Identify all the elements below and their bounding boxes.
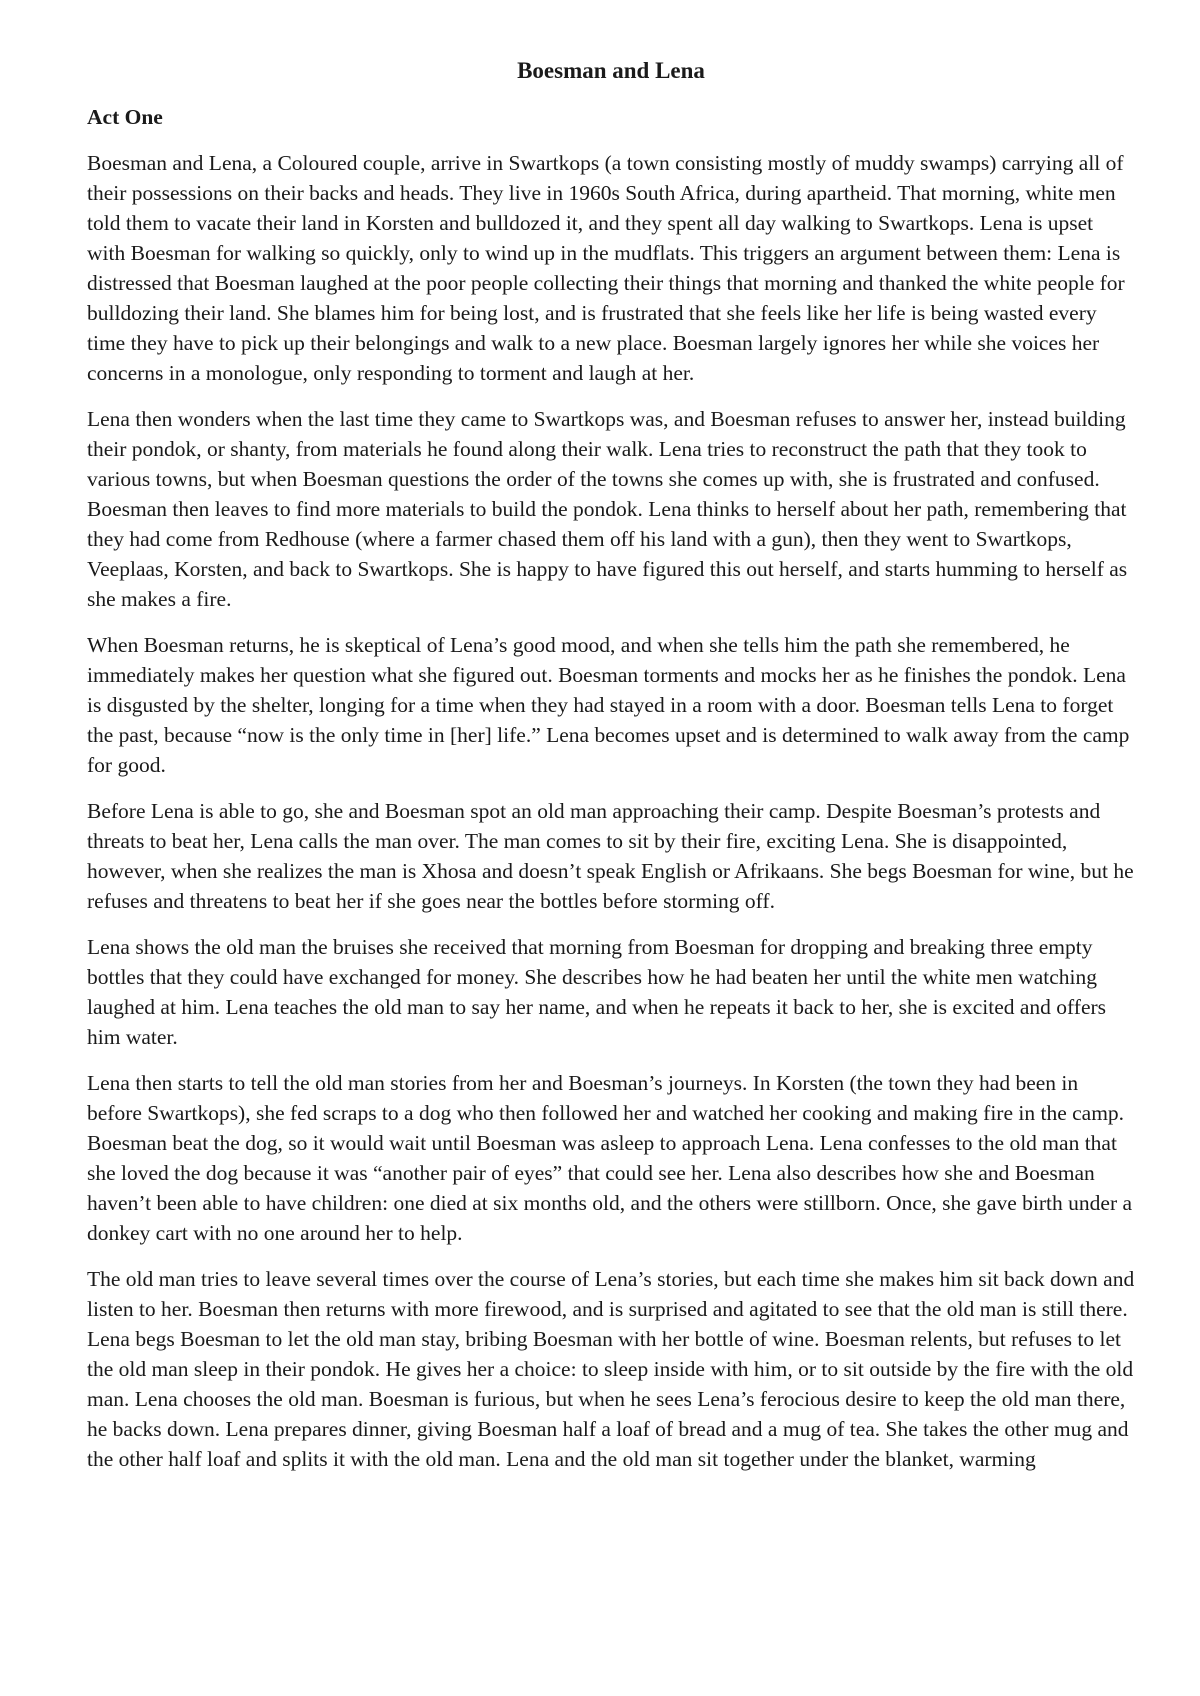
- section-heading: Act One: [87, 105, 163, 129]
- document-page: [87, 56, 1135, 1490]
- paragraph-3: When Boesman returns, he is skeptical of Lena’s good mood, and when she tells him the path she remembered, he immediately makes her question what she figured out. Boesman torments and mocks her as he finishes the pondok. Lena is disgusted by the shelter, longing for a time when they had stayed in a room with a door. Boesman tells Lena to forget the past, because “now is the only time in [her] life.” Lena becomes upset and is determined to walk away from the camp for good.: [87, 633, 1130, 777]
- paragraph-4: Before Lena is able to go, she and Boesman spot an old man approaching their camp. Despite Boesman’s protests and threats to beat her, Lena calls the man over. The man comes to sit by their fire, exciting Lena. She is disappointed, however, when she realizes the man is Xhosa and doesn’t speak English or Afrikaans. She begs Boesman for wine, but he refuses and threatens to beat her if she goes near the bottles before storming off.: [87, 799, 1134, 913]
- paragraph-2: Lena then wonders when the last time they came to Swartkops was, and Boesman refuses to answer her, instead building their pondok, or shanty, from materials he found along their walk. Lena tries to reconstruct the path that they took to various towns, but when Boesman questions the order of the towns she comes up with, she is frustrated and confused. Boesman then leaves to find more materials to build the pondok. Lena thinks to herself about her path, remembering that they had come from Redhouse (where a farmer chased them off his land with a gun), then they went to Swartkops, Veeplaas, Korsten, and back to Swartkops. She is happy to have figured this out herself, and starts humming to herself as she makes a fire.: [87, 407, 1128, 611]
- paragraph-7: The old man tries to leave several times over the course of Lena’s stories, but each time she makes him sit back down and listen to her. Boesman then returns with more firewood, and is surprised and agitated to see that the old man is still there. Lena begs Boesman to let the old man stay, bribing Boesman with her bottle of wine. Boesman relents, but refuses to let the old man sleep in their pondok. He gives her a choice: to sleep inside with him, or to sit outside by the fire with the old man. Lena chooses the old man. Boesman is furious, but when he sees Lena’s ferocious desire to keep the old man there, he backs down. Lena prepares dinner, giving Boesman half a loaf of bread and a mug of tea. She takes the other mug and the other half loaf and splits it with the old man. Lena and the old man sit together under the blanket, warming: [87, 1267, 1135, 1471]
- paragraph-6: Lena then starts to tell the old man stories from her and Boesman’s journeys. In Korsten (the town they had been in before Swartkops), she fed scraps to a dog who then followed her and watched her cooking and making fire in the camp. Boesman beat the dog, so it would wait until Boesman was asleep to approach Lena. Lena confesses to the old man that she loved the dog because it was “another pair of eyes” that could see her. Lena also describes how she and Boesman haven’t been able to have children: one died at six months old, and the others were stillborn. Once, she gave birth under a donkey cart with no one around her to help.: [87, 1071, 1133, 1245]
- document-title: Boesman and Lena: [517, 58, 705, 83]
- paragraph-1: Boesman and Lena, a Coloured couple, arrive in Swartkops (a town consisting mostly of muddy swamps) carrying all of their possessions on their backs and heads. They live in 1960s South Africa, during apartheid. That morning, white men told them to vacate their land in Korsten and bulldozed it, and they spent all day walking to Swartkops. Lena is upset with Boesman for walking so quickly, only to wind up in the mudflats. This triggers an argument between them: Lena is distressed that Boesman laughed at the poor people collecting their things that morning and thanked the white people for bulldozing their land. She blames him for being lost, and is frustrated that she feels like her life is being wasted every time they have to pick up their belongings and walk to a new place. Boesman largely ignores her while she voices her concerns in a monologue, only responding to torment and laugh at her.: [87, 151, 1125, 385]
- paragraph-5: Lena shows the old man the bruises she received that morning from Boesman for dropping and breaking three empty bottles that they could have exchanged for money. She describes how he had beaten her until the white men watching laughed at him. Lena teaches the old man to say her name, and when he repeats it back to her, she is excited and offers him water.: [87, 935, 1107, 1049]
